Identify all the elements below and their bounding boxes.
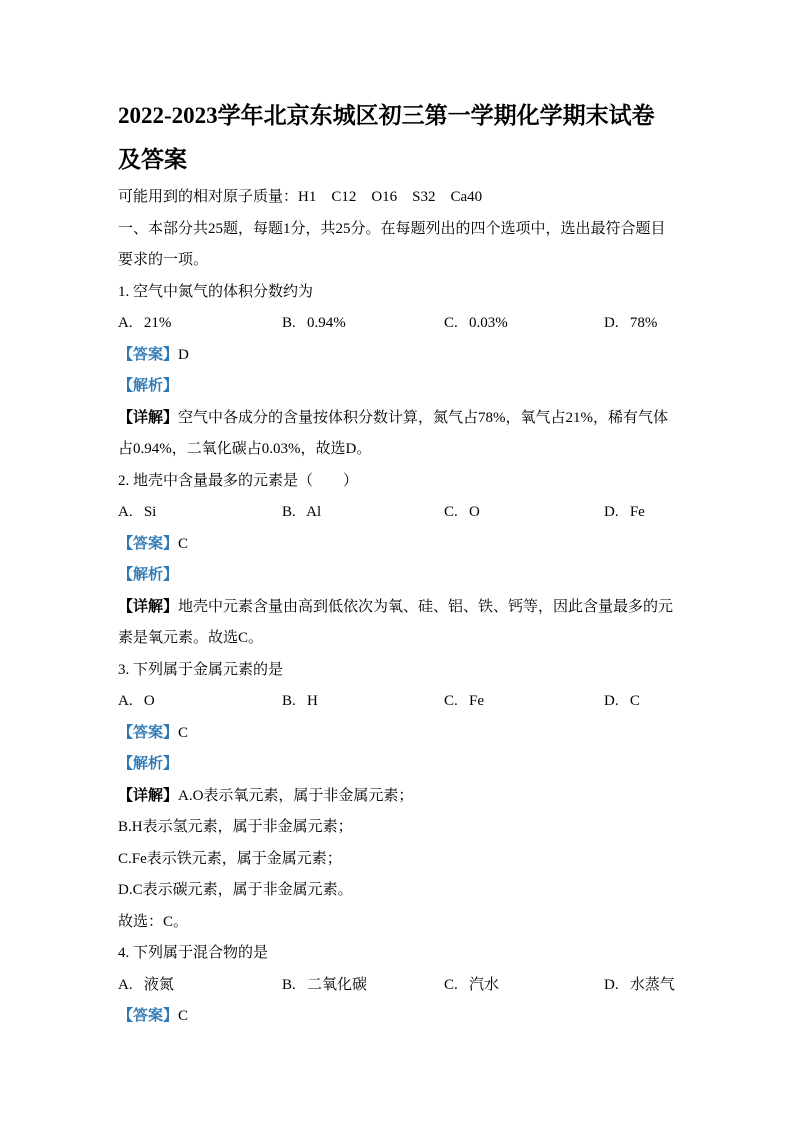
answer-label: 【答案】 — [118, 535, 179, 552]
option-b: B. 0.94% — [282, 315, 346, 331]
answer-label: 【答案】 — [118, 346, 179, 363]
option-b: B. 二氧化碳 — [282, 976, 368, 993]
answer-value: C — [178, 535, 189, 552]
options-row — [118, 308, 676, 340]
option-a: A. 21% — [118, 315, 172, 331]
question-block-4 — [118, 938, 676, 1033]
option-a: A. 液氮 — [118, 976, 174, 993]
section-intro: 一、本部分共25题，每题1分，共25分。在每题列出的四个选项中，选出最符合题目要求的一项。 — [118, 220, 666, 268]
answer-value: C — [178, 724, 189, 741]
analysis-line — [118, 371, 676, 403]
answer-line — [118, 718, 676, 750]
analysis-label: 【解析】 — [118, 756, 179, 772]
detail-paragraph — [118, 781, 676, 813]
analysis-label: 【解析】 — [118, 378, 179, 394]
question-stem: 1. 空气中氮气的体积分数约为 — [118, 283, 314, 300]
detail-text: 地壳中元素含量由高到低依次为氧、硅、铝、铁、钙等，因此含量最多的元素是氧元素。故选C。 — [118, 598, 674, 646]
detail-paragraph: 故选：C。 — [118, 913, 189, 930]
detail-label: 【详解】 — [118, 598, 179, 615]
option-a: A. Si — [118, 504, 157, 520]
question-block-3 — [118, 655, 676, 939]
question-stem: 2. 地壳中含量最多的元素是（ ） — [118, 472, 359, 489]
question-stem: 3. 下列属于金属元素的是 — [118, 661, 284, 678]
options-row — [118, 970, 676, 1002]
option-d: D. C — [604, 693, 640, 709]
option-d: D. 水蒸气 — [604, 976, 675, 993]
option-b: B. H — [282, 693, 318, 709]
atomic-mass-note: 可能用到的相对原子质量：H1 C12 O16 S32 Ca40 — [118, 189, 483, 205]
options-row — [118, 686, 676, 718]
option-a: A. O — [118, 693, 155, 709]
detail-label: 【详解】 — [118, 409, 179, 426]
question-block-1 — [118, 277, 676, 466]
detail-text: 空气中各成分的含量按体积分数计算，氮气占78%，氧气占21%，稀有气体占0.94%，二氧化碳占0.03%，故选D。 — [118, 409, 669, 457]
option-c: C. 汽水 — [444, 976, 500, 993]
option-c: C. Fe — [444, 693, 485, 709]
option-c: C. O — [444, 504, 480, 520]
analysis-line — [118, 560, 676, 592]
question-block-2 — [118, 466, 676, 655]
detail-paragraph — [118, 403, 676, 466]
option-c: C. 0.03% — [444, 315, 508, 331]
analysis-line — [118, 749, 676, 781]
answer-label: 【答案】 — [118, 724, 179, 741]
detail-paragraph: C.Fe表示铁元素，属于金属元素； — [118, 850, 342, 867]
detail-text: A.O表示氧元素，属于非金属元素； — [178, 787, 414, 804]
answer-line — [118, 340, 676, 372]
option-d: D. 78% — [604, 315, 658, 331]
detail-paragraph — [118, 592, 676, 655]
option-b: B. Al — [282, 504, 322, 520]
detail-paragraph: D.C表示碳元素，属于非金属元素。 — [118, 882, 353, 898]
answer-line — [118, 1001, 676, 1033]
answer-line — [118, 529, 676, 561]
detail-label: 【详解】 — [118, 787, 179, 804]
answer-label: 【答案】 — [118, 1008, 179, 1024]
detail-paragraph: B.H表示氢元素，属于非金属元素； — [118, 819, 353, 835]
answer-value: C — [178, 1008, 189, 1024]
document-body — [118, 182, 676, 1033]
option-d: D. Fe — [604, 504, 645, 520]
options-row — [118, 497, 676, 529]
page-title: 2022-2023学年北京东城区初三第一学期化学期末试卷及答案 — [118, 103, 655, 172]
analysis-label: 【解析】 — [118, 567, 179, 583]
answer-value: D — [178, 346, 189, 363]
question-stem: 4. 下列属于混合物的是 — [118, 945, 269, 961]
